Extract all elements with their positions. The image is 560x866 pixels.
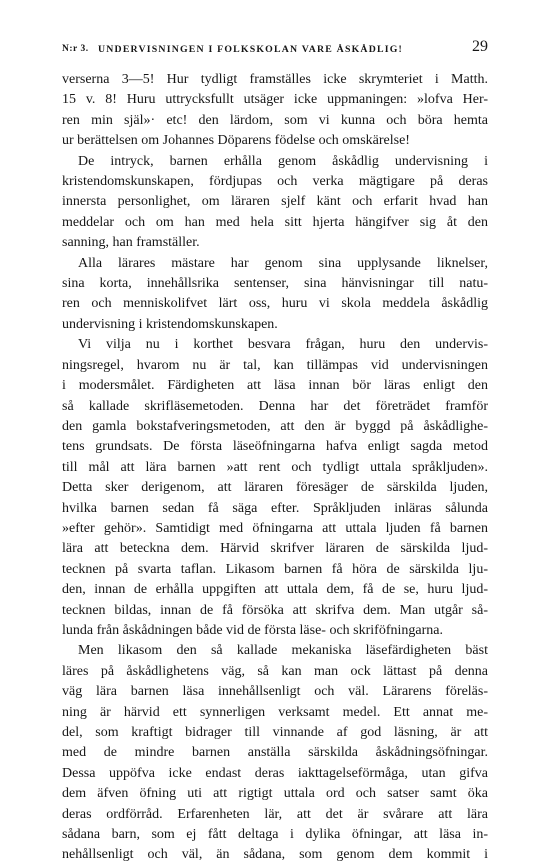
text-line: lära att beteckna dem. Härvid skrifver läraren de särskilda ljud- [62, 541, 488, 557]
text-line: Alla lärares mästare har genom sina upplysande liknelser, [78, 255, 488, 271]
text-line: sådana barn, som ej fått deltaga i dylika öfningar, att läsa in- [62, 827, 488, 843]
text-line: innersta personlighet, om läraren sjelf känt och erfarit hvad han [62, 194, 488, 210]
text-line: Men likasom den så kallade mekaniska läsefärdigheten bäst [78, 643, 488, 659]
text-line: Vi vilja nu i korthet besvara frågan, huru den undervis- [78, 337, 488, 353]
text-line: tecknen bildas, innan de få försöka att skrifva dem. Man utgår så- [62, 602, 488, 618]
body-text [62, 70, 488, 866]
header-title: UNDERVISNINGEN I FOLKSKOLAN VARE ÅSKÅDLIG! [98, 44, 404, 55]
text-line: tecknen på svarta taflan. Likasom barnen få höra de särskilda lju- [62, 561, 488, 577]
text-line: den gamla bokstafveringsmetoden, att den är byggd på åskådlighe- [62, 418, 488, 434]
text-line: med de mindre barnen anställa särskilda åskådningsöfningar. [62, 745, 488, 761]
text-line: ren min själ»· etc! den lärdom, som vi kunna och böra hemta [62, 112, 488, 128]
text-line: deras ordförråd. Erfarenheten lär, att det är svårare att lära [62, 806, 488, 822]
text-line: Detta sker derigenom, att läraren föresäger de särskilda ljuden, [62, 480, 488, 496]
text-line: läres på åskådlighetens väg, så kan man ock lättast på denna [62, 663, 488, 679]
text-line: ningsregel, hvarom nu är tal, kan tillämpas vid undervisningen [62, 357, 488, 373]
text-line: i modersmålet. Färdigheten att läsa innan bör läras enligt den [62, 378, 488, 394]
page-number: 29 [472, 38, 488, 55]
paragraph [62, 335, 488, 641]
text-line: ur berättelsen om Johannes Döparens födelse och omskärelse! [62, 133, 410, 149]
text-line: hvilka barnen sedan få säga efter. Språkljuden inläras sålunda [62, 500, 488, 516]
text-line: De intryck, barnen erhålla genom åskådlig undervisning i [78, 153, 488, 169]
text-line: del, som kraftigt bidrager till vinnande af god läsning, är att [62, 725, 488, 740]
text-line: till mål att lära barnen »att rent och tydligt uttala språkljuden». [62, 459, 488, 475]
paragraph [62, 641, 488, 865]
text-line: ning är härvid ett synnerligen verksamt medel. Ett annat me- [62, 704, 488, 720]
text-line: »efter gehör». Samtidigt med öfningarna att uttala ljuden få barnen [62, 520, 488, 536]
running-header [62, 38, 488, 60]
text-line: Dessa uppöfva icke endast deras iakttagelseförmåga, utan gifva [62, 765, 488, 781]
text-line: meddelar och om han med hela sitt hjerta hängifver sig åt den [62, 214, 488, 230]
text-line: tens grundsats. De första läseöfningarna hafva enligt sagda metod [62, 439, 488, 455]
text-line: den, innan de erhålla uppgiften att uttala dem, få de se, huru ljud- [62, 582, 488, 598]
text-line: sanning, han framställer. [62, 235, 200, 251]
text-line: dem äfven öfning uti att rigtigt uttala ord och satser samt öka [62, 786, 488, 802]
text-line: undervisning i kristendomskunskapen. [62, 316, 278, 332]
text-line: kristendomskunskapen, fördjupas och verka mägtigare på deras [62, 174, 488, 190]
text-line: så kallade skrifläsemetoden. Denna har det företrädet framför [62, 398, 488, 414]
text-line: 15 v. 8! Huru uttrycksfullt utsäger icke uppmaningen: »lofva Her- [62, 92, 488, 108]
text-line: väg lära barnen läsa innehållsenligt och väl. Lärarens föreläs- [62, 684, 488, 700]
text-line: sina korta, innehållsrika sentenser, sina hänvisningar till natu- [62, 276, 488, 292]
text-line: ren och menniskolifvet lärt oss, huru vi skola meddela åskådlig [62, 296, 488, 312]
text-line: verserna 3—5! Hur tydligt framställes icke skrymteriet i Matth. [62, 72, 488, 87]
paragraph [62, 254, 488, 336]
text-line: lunda från åskådningen både vid de första läse- och skriföfningarna. [62, 622, 443, 638]
header-issue-ref: N:r 3. [62, 44, 89, 54]
paragraph [62, 70, 488, 152]
text-line: nehållsenligt och väl, än sådana, som genom dem kommit i [62, 847, 488, 863]
paragraph [62, 152, 488, 254]
book-page [62, 38, 488, 866]
